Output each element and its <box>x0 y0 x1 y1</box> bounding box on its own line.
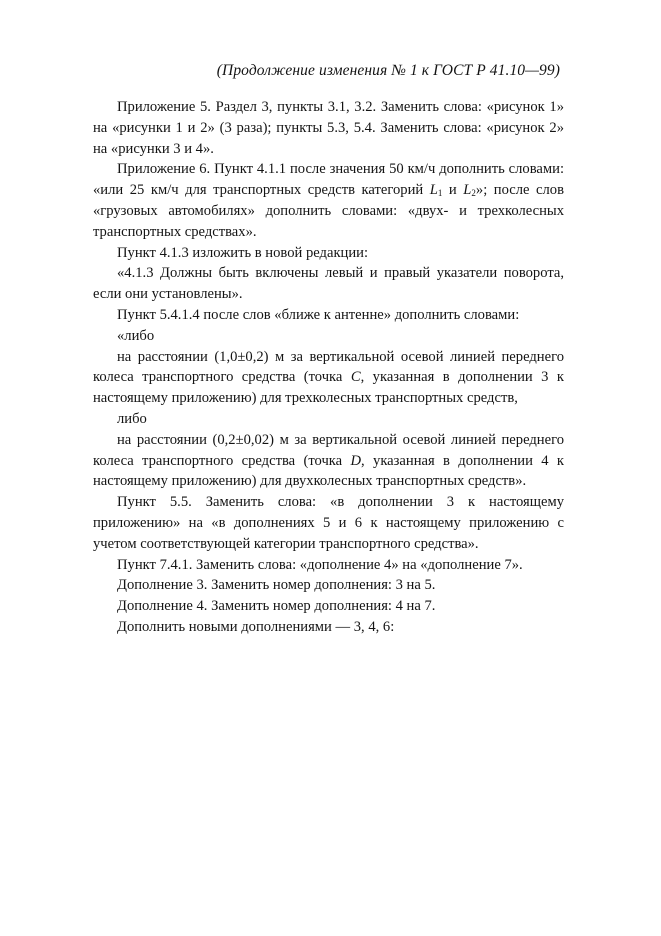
document-body <box>93 97 564 638</box>
paragraph-item-7-4-1: Пункт 7.4.1. Заменить слова: «дополнение 4» на «дополнение 7». <box>117 556 523 573</box>
paragraph-appendix-5: Приложение 5. Раздел 3, пункты 3.1, 3.2. Заменить слова: «рисунок 1» на «рисунки 1 и 2» (3 раза); пункты 5.3, 5.4. Заменить слова: «рисунок 2» на «рисунки 3 и 4». <box>93 99 564 157</box>
paragraph-either-1: «либо <box>117 327 155 344</box>
paragraph-distance-two-wheel: на расстоянии (0,2±0,02) м за вертикальной осевой линией переднего колеса транспортного средства (точка D, указанная в дополнении 4 к настоящему приложению) для двухколесных транспортных средств». <box>93 431 564 490</box>
paragraph-distance-three-wheel: на расстоянии (1,0±0,2) м за вертикальной осевой линией переднего колеса транспортного средства (точка C, указанная в дополнении 3 к настоящему приложению) для трехколесных транспортных средств, <box>93 348 564 407</box>
paragraph-item-5-5: Пункт 5.5. Заменить слова: «в дополнении 3 к настоящему приложению» на «в дополнениях 5 и 6 к настоящему приложению с учетом соответствующей категории транспортного средства». <box>93 494 564 552</box>
paragraph-new-supplements: Дополнить новыми дополнениями — 3, 4, 6: <box>117 618 395 635</box>
paragraph-item-4-1-3: Пункт 4.1.3 изложить в новой редакции: <box>117 244 369 261</box>
paragraph-item-4-1-3-text: «4.1.3 Должны быть включены левый и правый указатели поворота, если они установлены». <box>93 265 564 303</box>
paragraph-either-2: либо <box>117 410 147 427</box>
paragraph-appendix-6: Приложение 6. Пункт 4.1.1 после значения 50 км/ч дополнить словами: «или 25 км/ч для транспортных средств категорий $L_1$ и $L_2$»; после слов «грузовых автомобилях» дополнить словами: «двух- и трехколесных транспортных средствах». <box>93 161 564 240</box>
paragraph-supplement-3: Дополнение 3. Заменить номер дополнения: 3 на 5. <box>117 577 436 594</box>
paragraph-supplement-4: Дополнение 4. Заменить номер дополнения: 4 на 7. <box>117 598 436 615</box>
page-header: (Продолжение изменения № 1 к ГОСТ Р 41.10—99) <box>216 62 560 79</box>
paragraph-item-5-4-1-4: Пункт 5.4.1.4 после слов «ближе к антенне» дополнить словами: <box>117 306 520 323</box>
